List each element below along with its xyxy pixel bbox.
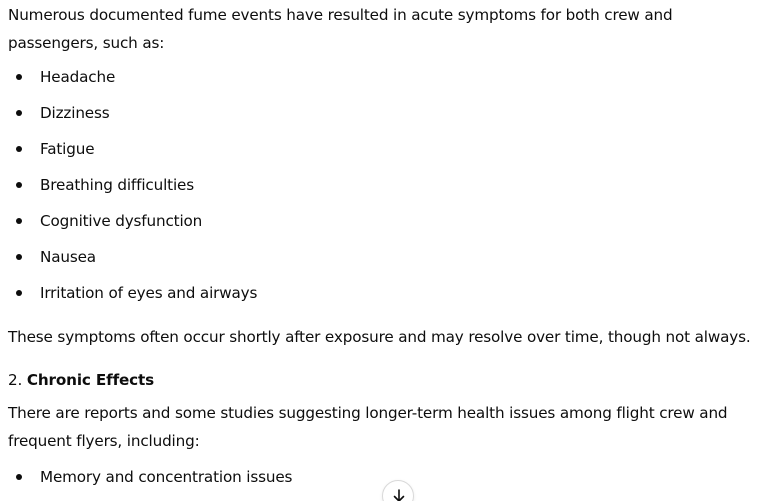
list-item-text: Cognitive dysfunction xyxy=(40,212,203,230)
list-item-text: Nausea xyxy=(40,248,96,266)
list-item-text: Memory and concentration issues xyxy=(40,468,293,486)
bullet-icon xyxy=(16,218,22,224)
chronic-paragraph: There are reports and some studies suggesting longer-term health issues among flight crew and frequent flyers, including: xyxy=(8,404,728,450)
list-item-text: Breathing difficulties xyxy=(40,176,194,194)
list-item-text: Dizziness xyxy=(40,104,110,122)
bullet-icon xyxy=(16,110,22,116)
arrow-down-icon xyxy=(392,488,406,501)
section-title: Chronic Effects xyxy=(26,371,155,389)
list-item-text: Irritation of eyes and airways xyxy=(40,284,258,302)
bullet-icon xyxy=(16,74,22,80)
list-item-text: Headache xyxy=(40,68,116,86)
acute-note-paragraph: These symptoms often occur shortly after exposure and may resolve over time, though not always. xyxy=(8,328,751,346)
intro-paragraph: Numerous documented fume events have resulted in acute symptoms for both crew and passengers, such as: xyxy=(8,6,673,52)
bullet-icon xyxy=(16,474,22,480)
section-heading xyxy=(8,366,760,394)
bullet-icon xyxy=(16,182,22,188)
scroll-to-bottom-button[interactable] xyxy=(382,480,414,501)
list-item-text: Fatigue xyxy=(40,140,95,158)
bullet-icon xyxy=(16,146,22,152)
bullet-icon xyxy=(16,290,22,296)
section-number: 2. xyxy=(8,371,23,389)
bullet-icon xyxy=(16,254,22,260)
